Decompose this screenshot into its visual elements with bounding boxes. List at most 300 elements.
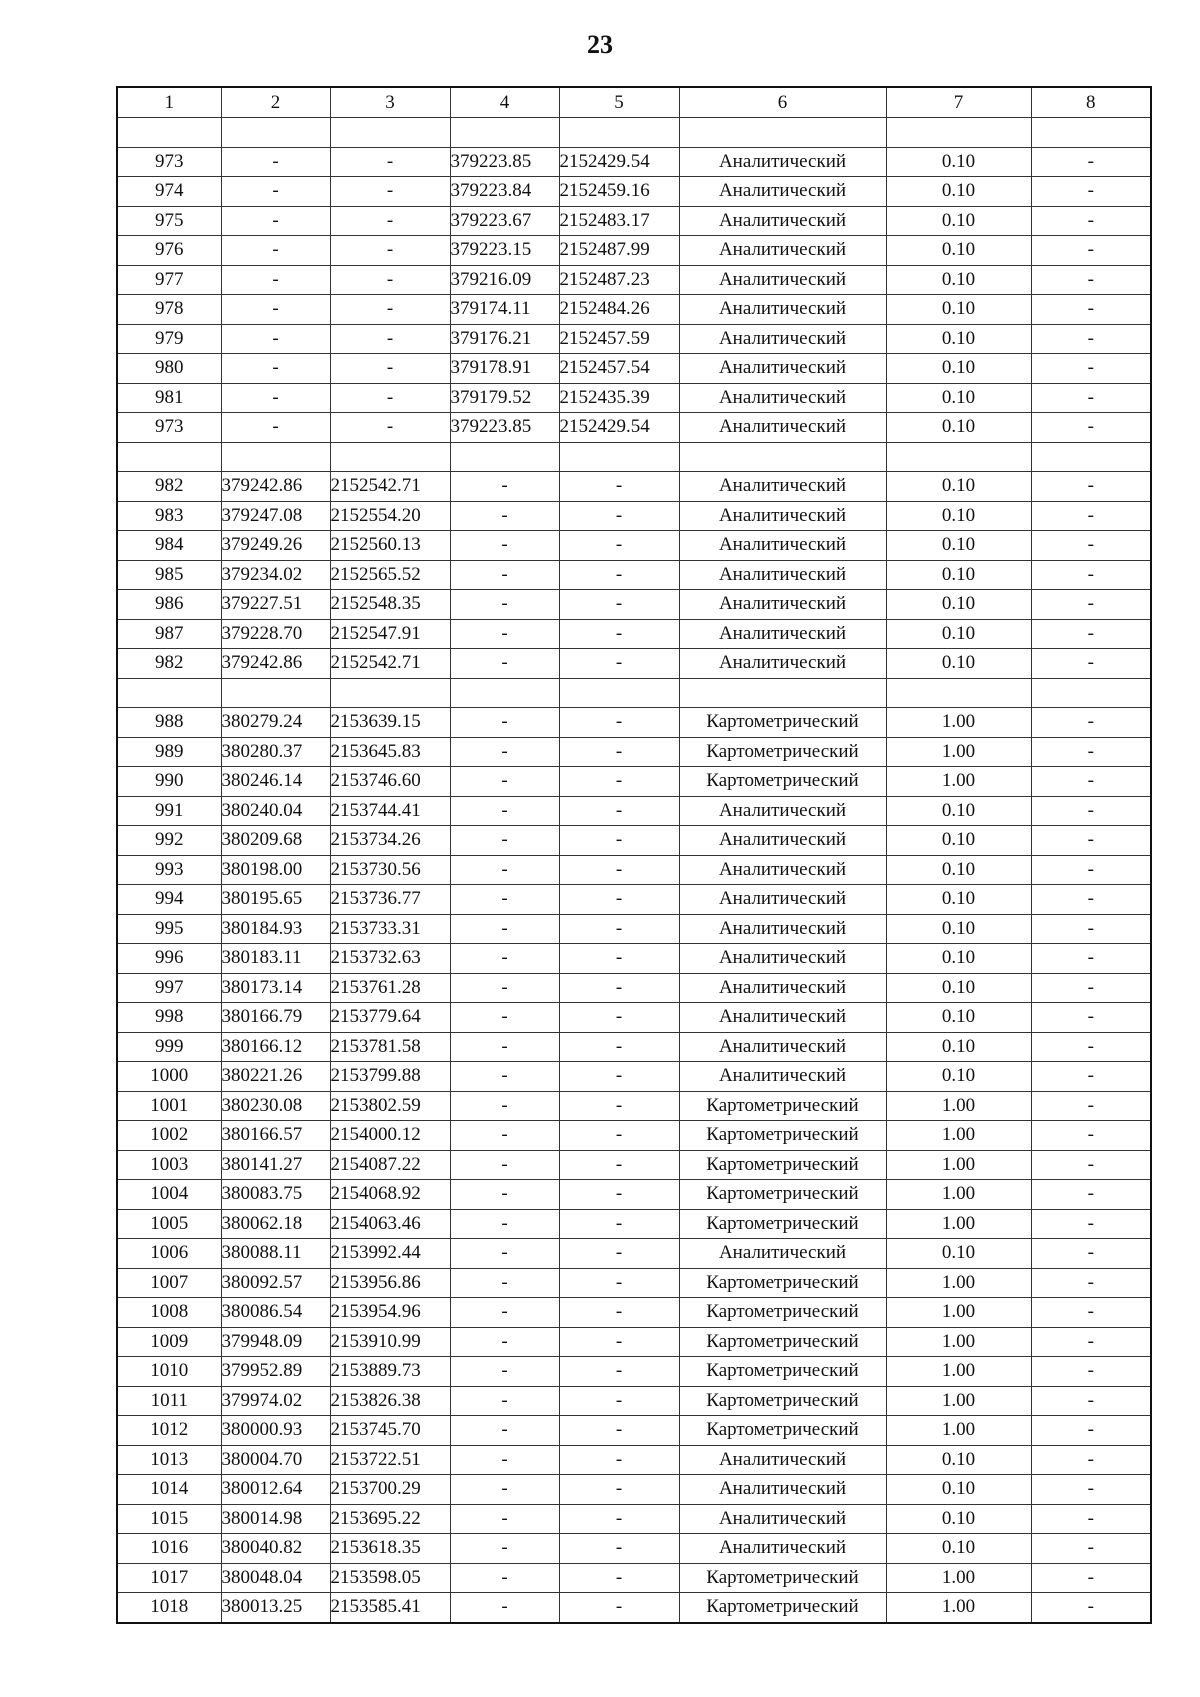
- cell-method: Картометрический: [679, 1209, 886, 1239]
- cell-y-new: -: [559, 1062, 679, 1092]
- cell-x-original: -: [221, 413, 330, 443]
- cell-x-new: -: [450, 1327, 559, 1357]
- table-body: [117, 118, 1151, 1623]
- cell-precision: 0.10: [886, 383, 1031, 413]
- cell-precision: 1.00: [886, 1357, 1031, 1387]
- cell-x-new: -: [450, 796, 559, 826]
- cell-note: -: [1031, 1003, 1151, 1033]
- cell-x-new: -: [450, 1298, 559, 1328]
- cell-note: -: [1031, 1298, 1151, 1328]
- cell-point-number: 1007: [117, 1268, 221, 1298]
- cell-y-original: 2153746.60: [330, 767, 450, 797]
- cell-precision: 0.10: [886, 885, 1031, 915]
- cell-method: Аналитический: [679, 649, 886, 679]
- cell-point-number: 997: [117, 973, 221, 1003]
- cell-method: Картометрический: [679, 1416, 886, 1446]
- cell-y-original: -: [330, 413, 450, 443]
- table-row: [117, 560, 1151, 590]
- cell-x-new: -: [450, 1504, 559, 1534]
- cell-method: Аналитический: [679, 295, 886, 325]
- cell-precision: 0.10: [886, 1445, 1031, 1475]
- cell-method: Картометрический: [679, 737, 886, 767]
- cell-x-original: 380040.82: [221, 1534, 330, 1564]
- cell-x-new: -: [450, 1357, 559, 1387]
- cell-note: -: [1031, 885, 1151, 915]
- cell-point-number: 1009: [117, 1327, 221, 1357]
- cell-method: Аналитический: [679, 1062, 886, 1092]
- cell-point-number: 973: [117, 147, 221, 177]
- cell-x-new: -: [450, 531, 559, 561]
- cell-y-original: -: [330, 206, 450, 236]
- cell-point-number: 1011: [117, 1386, 221, 1416]
- cell-method: Аналитический: [679, 413, 886, 443]
- cell-method: Картометрический: [679, 767, 886, 797]
- table-row: [117, 1209, 1151, 1239]
- cell-point-number: 989: [117, 737, 221, 767]
- cell-point-number: 998: [117, 1003, 221, 1033]
- table-row: [117, 1003, 1151, 1033]
- cell-x-new: -: [450, 944, 559, 974]
- cell-y-new: -: [559, 501, 679, 531]
- cell-method: Аналитический: [679, 206, 886, 236]
- cell-precision: 0.10: [886, 206, 1031, 236]
- cell-x-original: 379974.02: [221, 1386, 330, 1416]
- cell-y-original: 2153736.77: [330, 885, 450, 915]
- cell-x-new: -: [450, 1150, 559, 1180]
- table-row: [117, 914, 1151, 944]
- cell-method: Аналитический: [679, 973, 886, 1003]
- cell-point-number: 1013: [117, 1445, 221, 1475]
- cell-y-new: -: [559, 1091, 679, 1121]
- cell-method: Аналитический: [679, 265, 886, 295]
- cell-method: Картометрический: [679, 1121, 886, 1151]
- table-row: [117, 1298, 1151, 1328]
- cell-note: -: [1031, 1032, 1151, 1062]
- cell-y-original: 2152542.71: [330, 472, 450, 502]
- cell-precision: 0.10: [886, 501, 1031, 531]
- cell-x-original: 380141.27: [221, 1150, 330, 1180]
- cell-method: [679, 678, 886, 708]
- cell-method: Аналитический: [679, 177, 886, 207]
- cell-x-original: 380166.79: [221, 1003, 330, 1033]
- cell-y-new: -: [559, 796, 679, 826]
- cell-x-new: -: [450, 1180, 559, 1210]
- cell-x-new: 379176.21: [450, 324, 559, 354]
- cell-y-original: 2153761.28: [330, 973, 450, 1003]
- cell-x-new: -: [450, 767, 559, 797]
- cell-method: Аналитический: [679, 914, 886, 944]
- cell-y-new: -: [559, 1563, 679, 1593]
- cell-x-new: -: [450, 708, 559, 738]
- cell-method: Картометрический: [679, 1180, 886, 1210]
- cell-method: Аналитический: [679, 1239, 886, 1269]
- cell-x-original: 379227.51: [221, 590, 330, 620]
- cell-method: Аналитический: [679, 826, 886, 856]
- cell-y-original: 2153732.63: [330, 944, 450, 974]
- cell-precision: 0.10: [886, 914, 1031, 944]
- cell-precision: 0.10: [886, 413, 1031, 443]
- cell-precision: 0.10: [886, 1504, 1031, 1534]
- cell-y-new: 2152459.16: [559, 177, 679, 207]
- cell-point-number: 991: [117, 796, 221, 826]
- cell-point-number: 1012: [117, 1416, 221, 1446]
- cell-method: Картометрический: [679, 1327, 886, 1357]
- cell-x-new: -: [450, 1416, 559, 1446]
- cell-x-new: -: [450, 501, 559, 531]
- cell-precision: 1.00: [886, 1563, 1031, 1593]
- cell-note: -: [1031, 1534, 1151, 1564]
- table-row: [117, 1386, 1151, 1416]
- cell-y-new: -: [559, 472, 679, 502]
- cell-note: -: [1031, 1121, 1151, 1151]
- table-row: [117, 472, 1151, 502]
- table-row: [117, 1268, 1151, 1298]
- table-row: [117, 885, 1151, 915]
- cell-y-original: 2153730.56: [330, 855, 450, 885]
- cell-point-number: 1010: [117, 1357, 221, 1387]
- cell-method: Аналитический: [679, 501, 886, 531]
- cell-x-original: 379249.26: [221, 531, 330, 561]
- cell-point-number: 980: [117, 354, 221, 384]
- cell-y-new: -: [559, 1445, 679, 1475]
- cell-x-original: -: [221, 236, 330, 266]
- cell-x-original: 379234.02: [221, 560, 330, 590]
- cell-x-original: -: [221, 177, 330, 207]
- cell-x-new: -: [450, 1445, 559, 1475]
- cell-note: -: [1031, 590, 1151, 620]
- cell-x-original: 380000.93: [221, 1416, 330, 1446]
- cell-x-new: -: [450, 590, 559, 620]
- cell-precision: 0.10: [886, 295, 1031, 325]
- cell-x-new: -: [450, 1209, 559, 1239]
- cell-x-original: 380083.75: [221, 1180, 330, 1210]
- cell-note: -: [1031, 1150, 1151, 1180]
- cell-y-new: 2152457.59: [559, 324, 679, 354]
- cell-note: -: [1031, 767, 1151, 797]
- cell-x-original: -: [221, 383, 330, 413]
- cell-method: Аналитический: [679, 796, 886, 826]
- cell-point-number: 994: [117, 885, 221, 915]
- cell-y-original: -: [330, 177, 450, 207]
- cell-x-original: 379948.09: [221, 1327, 330, 1357]
- cell-point-number: 983: [117, 501, 221, 531]
- cell-x-new: 379223.15: [450, 236, 559, 266]
- table-row: [117, 944, 1151, 974]
- table-row-empty: [117, 442, 1151, 472]
- cell-precision: 0.10: [886, 177, 1031, 207]
- cell-x-new: -: [450, 619, 559, 649]
- cell-x-original: -: [221, 324, 330, 354]
- table-row: [117, 354, 1151, 384]
- column-header-3: 3: [330, 87, 450, 118]
- cell-x-original: -: [221, 206, 330, 236]
- cell-x-new: 379223.85: [450, 147, 559, 177]
- cell-x-new: -: [450, 649, 559, 679]
- cell-x-new: -: [450, 973, 559, 1003]
- cell-x-new: [450, 118, 559, 148]
- cell-point-number: 982: [117, 472, 221, 502]
- cell-y-original: 2153992.44: [330, 1239, 450, 1269]
- cell-note: [1031, 118, 1151, 148]
- table-row: [117, 1445, 1151, 1475]
- cell-y-original: 2154063.46: [330, 1209, 450, 1239]
- cell-y-original: 2153779.64: [330, 1003, 450, 1033]
- coordinates-table: [116, 86, 1152, 1624]
- cell-method: Аналитический: [679, 354, 886, 384]
- page-number: 23: [587, 30, 613, 59]
- cell-note: -: [1031, 1563, 1151, 1593]
- cell-y-new: -: [559, 619, 679, 649]
- cell-method: Аналитический: [679, 531, 886, 561]
- column-header-4: 4: [450, 87, 559, 118]
- cell-note: -: [1031, 708, 1151, 738]
- cell-y-original: 2153618.35: [330, 1534, 450, 1564]
- cell-note: -: [1031, 1416, 1151, 1446]
- cell-method: Аналитический: [679, 590, 886, 620]
- cell-note: -: [1031, 826, 1151, 856]
- cell-note: -: [1031, 531, 1151, 561]
- cell-precision: [886, 678, 1031, 708]
- cell-precision: 0.10: [886, 354, 1031, 384]
- cell-y-original: [330, 118, 450, 148]
- cell-y-new: -: [559, 826, 679, 856]
- cell-y-new: -: [559, 885, 679, 915]
- cell-y-original: 2152554.20: [330, 501, 450, 531]
- column-header-7: 7: [886, 87, 1031, 118]
- cell-precision: 0.10: [886, 1032, 1031, 1062]
- cell-note: -: [1031, 560, 1151, 590]
- table-row: [117, 1504, 1151, 1534]
- cell-y-original: -: [330, 383, 450, 413]
- cell-method: Аналитический: [679, 1534, 886, 1564]
- cell-note: -: [1031, 1327, 1151, 1357]
- cell-x-original: 379242.86: [221, 472, 330, 502]
- cell-method: Аналитический: [679, 560, 886, 590]
- cell-y-original: 2153734.26: [330, 826, 450, 856]
- table-row: [117, 295, 1151, 325]
- cell-note: -: [1031, 914, 1151, 944]
- cell-y-new: -: [559, 1534, 679, 1564]
- cell-point-number: 1004: [117, 1180, 221, 1210]
- cell-note: -: [1031, 1445, 1151, 1475]
- cell-precision: 1.00: [886, 708, 1031, 738]
- cell-y-original: 2153826.38: [330, 1386, 450, 1416]
- cell-y-original: 2153781.58: [330, 1032, 450, 1062]
- cell-x-original: 380062.18: [221, 1209, 330, 1239]
- cell-note: -: [1031, 1386, 1151, 1416]
- cell-method: Аналитический: [679, 147, 886, 177]
- table-row: [117, 1357, 1151, 1387]
- cell-point-number: 1018: [117, 1593, 221, 1623]
- cell-x-new: [450, 678, 559, 708]
- cell-precision: 0.10: [886, 826, 1031, 856]
- cell-point-number: 1001: [117, 1091, 221, 1121]
- cell-y-new: -: [559, 1180, 679, 1210]
- cell-precision: 1.00: [886, 767, 1031, 797]
- cell-x-original: 380198.00: [221, 855, 330, 885]
- cell-method: Аналитический: [679, 619, 886, 649]
- cell-y-original: 2153645.83: [330, 737, 450, 767]
- cell-y-original: 2152548.35: [330, 590, 450, 620]
- table-row: [117, 413, 1151, 443]
- cell-point-number: 992: [117, 826, 221, 856]
- cell-method: Картометрический: [679, 1298, 886, 1328]
- cell-x-new: -: [450, 826, 559, 856]
- cell-y-new: -: [559, 855, 679, 885]
- cell-note: -: [1031, 737, 1151, 767]
- table-row: [117, 1534, 1151, 1564]
- cell-note: -: [1031, 236, 1151, 266]
- cell-x-original: 380173.14: [221, 973, 330, 1003]
- cell-y-original: [330, 678, 450, 708]
- cell-point-number: 982: [117, 649, 221, 679]
- cell-y-original: 2153954.96: [330, 1298, 450, 1328]
- cell-y-new: -: [559, 1032, 679, 1062]
- table-row: [117, 1327, 1151, 1357]
- header-row: [117, 87, 1151, 118]
- cell-note: -: [1031, 472, 1151, 502]
- cell-point-number: 1005: [117, 1209, 221, 1239]
- cell-x-new: -: [450, 1593, 559, 1623]
- cell-x-original: -: [221, 295, 330, 325]
- cell-y-new: [559, 442, 679, 472]
- cell-precision: 1.00: [886, 1180, 1031, 1210]
- cell-y-new: -: [559, 1416, 679, 1446]
- cell-x-new: -: [450, 1268, 559, 1298]
- cell-x-original: [221, 678, 330, 708]
- cell-precision: [886, 442, 1031, 472]
- cell-point-number: 1000: [117, 1062, 221, 1092]
- cell-method: Картометрический: [679, 1563, 886, 1593]
- cell-point-number: 1016: [117, 1534, 221, 1564]
- cell-x-original: 380230.08: [221, 1091, 330, 1121]
- cell-point-number: 976: [117, 236, 221, 266]
- cell-x-original: 380184.93: [221, 914, 330, 944]
- table-row: [117, 590, 1151, 620]
- cell-precision: 0.10: [886, 236, 1031, 266]
- cell-y-new: 2152429.54: [559, 147, 679, 177]
- cell-y-new: 2152487.23: [559, 265, 679, 295]
- cell-point-number: 996: [117, 944, 221, 974]
- cell-y-new: -: [559, 1150, 679, 1180]
- cell-precision: 0.10: [886, 619, 1031, 649]
- cell-y-original: 2152547.91: [330, 619, 450, 649]
- cell-precision: 0.10: [886, 265, 1031, 295]
- cell-method: Аналитический: [679, 885, 886, 915]
- cell-x-new: 379223.67: [450, 206, 559, 236]
- cell-y-new: -: [559, 1504, 679, 1534]
- cell-note: -: [1031, 354, 1151, 384]
- cell-x-new: -: [450, 914, 559, 944]
- cell-y-original: -: [330, 354, 450, 384]
- cell-y-new: [559, 118, 679, 148]
- cell-y-new: -: [559, 1298, 679, 1328]
- cell-precision: 1.00: [886, 1121, 1031, 1151]
- cell-precision: 0.10: [886, 147, 1031, 177]
- cell-y-new: 2152435.39: [559, 383, 679, 413]
- cell-x-original: 379228.70: [221, 619, 330, 649]
- cell-y-original: [330, 442, 450, 472]
- table-row: [117, 147, 1151, 177]
- cell-y-original: 2153598.05: [330, 1563, 450, 1593]
- cell-y-original: 2153639.15: [330, 708, 450, 738]
- table-row: [117, 383, 1151, 413]
- cell-y-new: -: [559, 1121, 679, 1151]
- cell-y-new: -: [559, 708, 679, 738]
- cell-y-original: 2152565.52: [330, 560, 450, 590]
- cell-y-new: -: [559, 649, 679, 679]
- cell-precision: 1.00: [886, 1386, 1031, 1416]
- cell-x-new: 379174.11: [450, 295, 559, 325]
- cell-x-original: 380048.04: [221, 1563, 330, 1593]
- cell-point-number: 988: [117, 708, 221, 738]
- cell-y-original: 2153910.99: [330, 1327, 450, 1357]
- cell-point-number: 1003: [117, 1150, 221, 1180]
- table-row: [117, 1475, 1151, 1505]
- table-row: [117, 265, 1151, 295]
- cell-point-number: [117, 442, 221, 472]
- cell-y-new: 2152484.26: [559, 295, 679, 325]
- cell-x-new: -: [450, 1003, 559, 1033]
- cell-y-original: 2153700.29: [330, 1475, 450, 1505]
- cell-y-original: 2153889.73: [330, 1357, 450, 1387]
- cell-note: -: [1031, 619, 1151, 649]
- cell-y-original: 2152560.13: [330, 531, 450, 561]
- cell-point-number: 981: [117, 383, 221, 413]
- cell-y-new: -: [559, 1239, 679, 1269]
- table-row: [117, 1091, 1151, 1121]
- cell-precision: 0.10: [886, 324, 1031, 354]
- cell-precision: 0.10: [886, 1475, 1031, 1505]
- cell-precision: 0.10: [886, 1003, 1031, 1033]
- cell-note: -: [1031, 1180, 1151, 1210]
- cell-note: -: [1031, 1209, 1151, 1239]
- column-header-1: 1: [117, 87, 221, 118]
- cell-x-original: 380092.57: [221, 1268, 330, 1298]
- cell-y-new: -: [559, 767, 679, 797]
- cell-x-original: [221, 442, 330, 472]
- cell-x-new: [450, 442, 559, 472]
- column-header-2: 2: [221, 87, 330, 118]
- cell-point-number: 1002: [117, 1121, 221, 1151]
- cell-x-new: -: [450, 1032, 559, 1062]
- cell-y-new: -: [559, 1209, 679, 1239]
- cell-y-new: -: [559, 1593, 679, 1623]
- cell-note: -: [1031, 1268, 1151, 1298]
- cell-note: -: [1031, 383, 1151, 413]
- cell-note: -: [1031, 324, 1151, 354]
- table-row: [117, 1180, 1151, 1210]
- cell-y-new: -: [559, 973, 679, 1003]
- cell-y-original: 2153744.41: [330, 796, 450, 826]
- cell-x-original: -: [221, 265, 330, 295]
- table-row: [117, 1416, 1151, 1446]
- cell-y-original: 2153745.70: [330, 1416, 450, 1446]
- cell-point-number: 975: [117, 206, 221, 236]
- cell-x-new: -: [450, 855, 559, 885]
- cell-note: -: [1031, 413, 1151, 443]
- cell-method: Картометрический: [679, 708, 886, 738]
- cell-method: Аналитический: [679, 383, 886, 413]
- table-row-empty: [117, 678, 1151, 708]
- table-row: [117, 501, 1151, 531]
- cell-method: Картометрический: [679, 1357, 886, 1387]
- cell-method: [679, 118, 886, 148]
- cell-x-original: 380166.12: [221, 1032, 330, 1062]
- cell-x-original: -: [221, 147, 330, 177]
- cell-x-new: -: [450, 1239, 559, 1269]
- cell-point-number: 987: [117, 619, 221, 649]
